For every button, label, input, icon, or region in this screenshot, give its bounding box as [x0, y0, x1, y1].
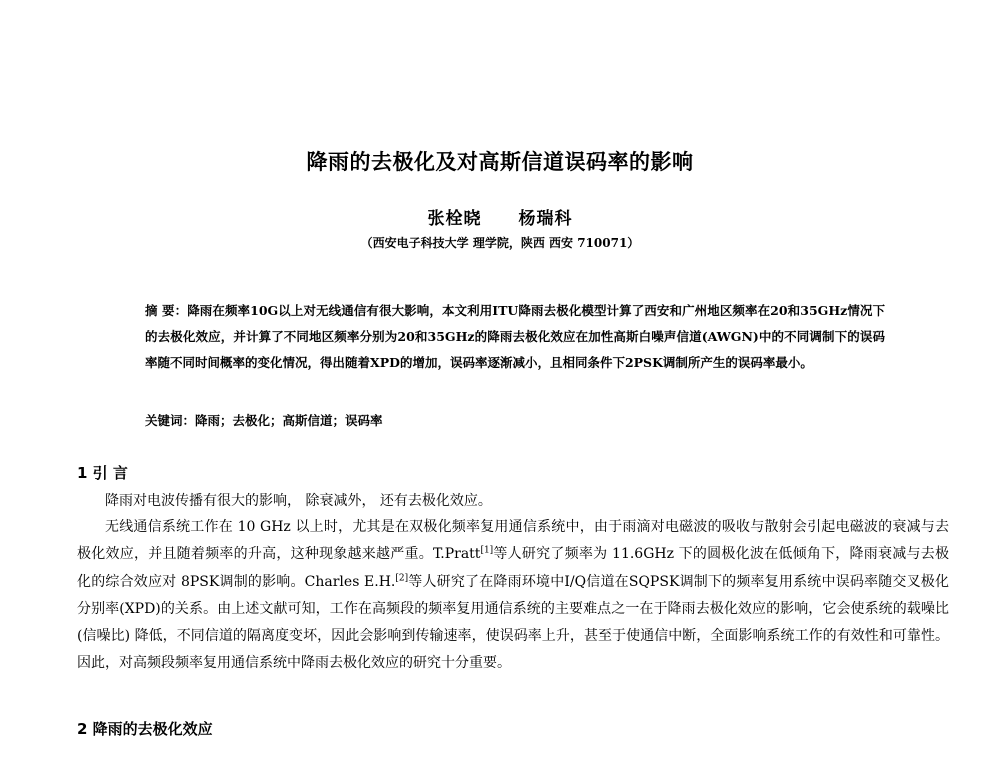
abstract	[145, 298, 885, 376]
author-name: 张栓晓	[427, 209, 482, 229]
paragraph-text: 无线通信系统工作在 10 GHz 以上时，尤其是在双极化频率复用通信系统中，由于雨滴对电磁波的吸收与散射会引起电磁波的衰减与去极化效应，并且随着频率的升高，这种现象越来越严重。T.Pratt	[77, 519, 949, 563]
citation-ref-1[interactable]: [1]	[480, 545, 494, 556]
paragraph-text: 等人研究了频率为 11.6GHz 下的圆极化波在低倾角下，降雨衰减与去极化的综合效应对 8PSK调制的影响。Charles E.H.	[77, 546, 949, 590]
author-list	[0, 204, 1000, 229]
abstract-label: 摘 要：	[145, 303, 188, 318]
keywords-text: 降雨；去极化；高斯信道；误码率	[195, 413, 383, 428]
paper-title: 降雨的去极化及对高斯信道误码率的影响	[306, 150, 694, 174]
introduction-paragraph-2	[77, 514, 949, 678]
author-name: 杨瑞科	[518, 209, 573, 229]
abstract-text: 降雨在频率10G以上对无线通信有很大影响，本文利用ITU降雨去极化模型计算了西安和广州地区频率在20和35GHz情况下的去极化效应，并计算了不同地区频率分别为20和35GHz的降雨去极化效应在加性高斯白噪声信道(AWGN)中的不同调制下的误码率随不同时间概率的变化情况，得出随着XPD的增加，误码率逐渐减小，且相同条件下2PSK调制所产生的误码率最小。	[145, 303, 885, 370]
paragraph-text: 等人研究了在降雨环境中I/Q信道在SQPSK调制下的频率复用系统中误码率随交叉极化分别率(XPD)的关系。由上述文献可知，工作在高频段的频率复用通信系统的主要难点之一在于降雨去极化效应的影响，它会使系统的载噪比(信噪比) 降低，不同信道的隔离度变坏，因此会影响到传输速率，使误码率上升，甚至于使通信中断，全面影响系统工作的有效性和可靠性。因此，对高频段频率复用通信系统中降雨去极化效应的研究十分重要。	[77, 573, 949, 672]
section-heading-introduction: 1 引 言	[77, 464, 128, 482]
affiliation: （西安电子科技大学 理学院，陕西 西安 710071）	[360, 236, 640, 250]
keywords-label: 关键词：	[145, 413, 196, 428]
keywords	[145, 408, 885, 434]
section-heading-rain-depolarization: 2 降雨的去极化效应	[77, 720, 213, 738]
citation-ref-2[interactable]: [2]	[395, 572, 409, 583]
introduction-paragraph-1: 降雨对电波传播有很大的影响， 除衰减外， 还有去极化效应。	[105, 493, 492, 509]
